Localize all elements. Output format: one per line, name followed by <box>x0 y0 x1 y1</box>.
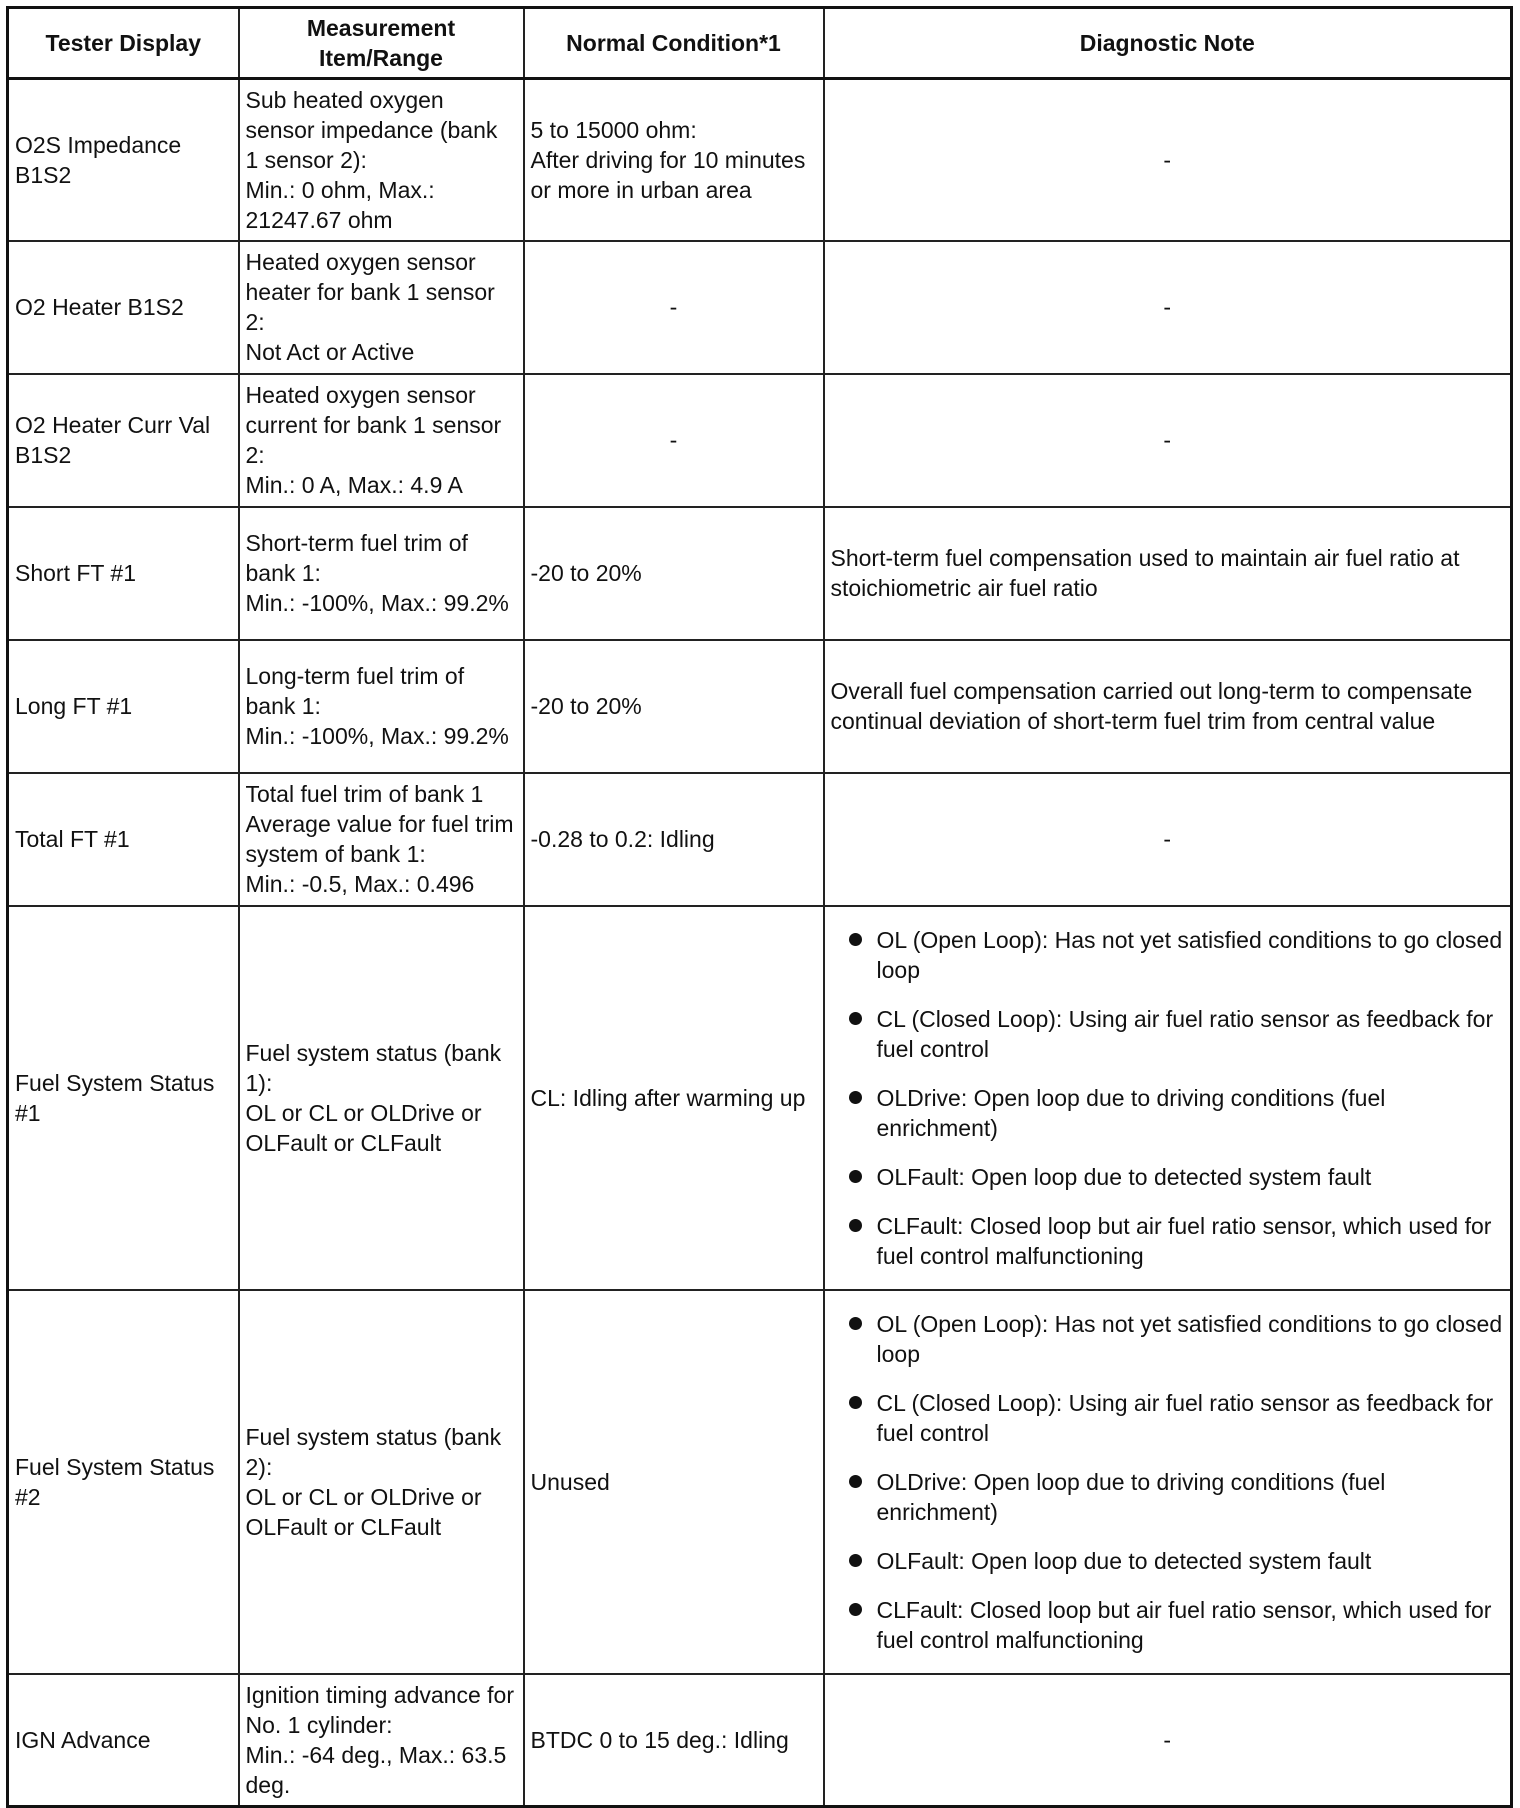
normal-condition-cell: CL: Idling after warming up <box>524 906 824 1290</box>
header-row <box>8 8 1512 79</box>
table-row <box>8 241 1512 374</box>
bullet-icon <box>849 1396 862 1409</box>
diagnostic-note-cell <box>824 1290 1512 1674</box>
bullet-text: OLFault: Open loop due to detected system fault <box>876 1163 1372 1190</box>
bullet-text: CL (Closed Loop): Using air fuel ratio sensor as feedback for fuel control <box>876 1389 1494 1446</box>
bullet-text: OLDrive: Open loop due to driving conditions (fuel enrichment) <box>876 1468 1386 1525</box>
fuel-status-bullet-list <box>831 925 1505 1271</box>
list-item <box>831 925 1505 985</box>
bullet-text: OLFault: Open loop due to detected system fault <box>876 1547 1372 1574</box>
diagnostic-note-cell: - <box>824 1674 1512 1807</box>
bullet-text: CLFault: Closed loop but air fuel ratio sensor, which used for fuel control malfunctioning <box>876 1212 1492 1269</box>
list-item <box>831 1309 1505 1369</box>
list-item <box>831 1388 1505 1448</box>
diagnostic-note-cell: Short-term fuel compensation used to maintain air fuel ratio at stoichiometric air fuel ratio <box>824 507 1512 640</box>
bullet-text: OLDrive: Open loop due to driving conditions (fuel enrichment) <box>876 1084 1386 1141</box>
table-row <box>8 79 1512 241</box>
tester-display-cell: Total FT #1 <box>8 773 239 906</box>
bullet-icon <box>849 1603 862 1616</box>
header-normal-condition: Normal Condition*1 <box>524 8 824 79</box>
table-row <box>8 1290 1512 1674</box>
tester-display-cell: O2 Heater Curr Val B1S2 <box>8 374 239 507</box>
table-row <box>8 507 1512 640</box>
measurement-item-cell: Ignition timing advance for No. 1 cylinder: Min.: -64 deg., Max.: 63.5 deg. <box>239 1674 524 1807</box>
measurement-item-cell: Heated oxygen sensor heater for bank 1 sensor 2: Not Act or Active <box>239 241 524 374</box>
tester-display-cell: Fuel System Status #2 <box>8 1290 239 1674</box>
diagnostic-note-cell: - <box>824 241 1512 374</box>
diagnostic-note-cell: - <box>824 374 1512 507</box>
measurement-item-cell: Short-term fuel trim of bank 1: Min.: -100%, Max.: 99.2% <box>239 507 524 640</box>
table-row <box>8 906 1512 1290</box>
list-item <box>831 1546 1505 1576</box>
measurement-item-cell: Heated oxygen sensor current for bank 1 sensor 2: Min.: 0 A, Max.: 4.9 A <box>239 374 524 507</box>
measurement-item-cell: Fuel system status (bank 1): OL or CL or OLDrive or OLFault or CLFault <box>239 906 524 1290</box>
normal-condition-cell: -20 to 20% <box>524 640 824 773</box>
list-item <box>831 1211 1505 1271</box>
bullet-icon <box>849 933 862 946</box>
bullet-icon <box>849 1012 862 1025</box>
normal-condition-cell: -20 to 20% <box>524 507 824 640</box>
bullet-icon <box>849 1091 862 1104</box>
normal-condition-cell: - <box>524 241 824 374</box>
tester-display-cell: O2S Impedance B1S2 <box>8 79 239 241</box>
diagnostic-note-cell <box>824 906 1512 1290</box>
bullet-icon <box>849 1554 862 1567</box>
normal-condition-cell: Unused <box>524 1290 824 1674</box>
measurement-item-cell: Long-term fuel trim of bank 1: Min.: -100%, Max.: 99.2% <box>239 640 524 773</box>
list-item <box>831 1162 1505 1192</box>
diagnostic-note-cell: Overall fuel compensation carried out long-term to compensate continual deviation of short-term fuel trim from central value <box>824 640 1512 773</box>
measurement-item-cell: Sub heated oxygen sensor impedance (bank 1 sensor 2): Min.: 0 ohm, Max.: 21247.67 ohm <box>239 79 524 241</box>
table-row <box>8 773 1512 906</box>
bullet-text: OL (Open Loop): Has not yet satisfied conditions to go closed loop <box>876 1310 1503 1367</box>
header-diagnostic-note: Diagnostic Note <box>824 8 1512 79</box>
bullet-icon <box>849 1317 862 1330</box>
tester-display-cell: IGN Advance <box>8 1674 239 1807</box>
header-tester-display: Tester Display <box>8 8 239 79</box>
tester-display-cell: Short FT #1 <box>8 507 239 640</box>
list-item <box>831 1595 1505 1655</box>
list-item <box>831 1083 1505 1143</box>
normal-condition-cell: BTDC 0 to 15 deg.: Idling <box>524 1674 824 1807</box>
tester-display-cell: Fuel System Status #1 <box>8 906 239 1290</box>
table-row <box>8 1674 1512 1807</box>
list-item <box>831 1004 1505 1064</box>
normal-condition-cell: 5 to 15000 ohm: After driving for 10 minutes or more in urban area <box>524 79 824 241</box>
list-item <box>831 1467 1505 1527</box>
normal-condition-cell: -0.28 to 0.2: Idling <box>524 773 824 906</box>
bullet-icon <box>849 1219 862 1232</box>
diagnostic-note-cell: - <box>824 79 1512 241</box>
measurement-item-cell: Total fuel trim of bank 1 Average value for fuel trim system of bank 1: Min.: -0.5, Max.: 0.496 <box>239 773 524 906</box>
fuel-status-bullet-list <box>831 1309 1505 1655</box>
bullet-text: CLFault: Closed loop but air fuel ratio sensor, which used for fuel control malfunctioning <box>876 1596 1492 1653</box>
tester-display-cell: O2 Heater B1S2 <box>8 241 239 374</box>
normal-condition-cell: - <box>524 374 824 507</box>
table-row <box>8 640 1512 773</box>
tester-display-cell: Long FT #1 <box>8 640 239 773</box>
bullet-text: OL (Open Loop): Has not yet satisfied conditions to go closed loop <box>876 926 1503 983</box>
header-measurement-item-range: Measurement Item/Range <box>239 8 524 79</box>
table-row <box>8 374 1512 507</box>
measurement-item-cell: Fuel system status (bank 2): OL or CL or OLDrive or OLFault or CLFault <box>239 1290 524 1674</box>
bullet-text: CL (Closed Loop): Using air fuel ratio sensor as feedback for fuel control <box>876 1005 1494 1062</box>
bullet-icon <box>849 1170 862 1183</box>
bullet-icon <box>849 1475 862 1488</box>
data-list-table <box>6 6 1513 1808</box>
diagnostic-note-cell: - <box>824 773 1512 906</box>
